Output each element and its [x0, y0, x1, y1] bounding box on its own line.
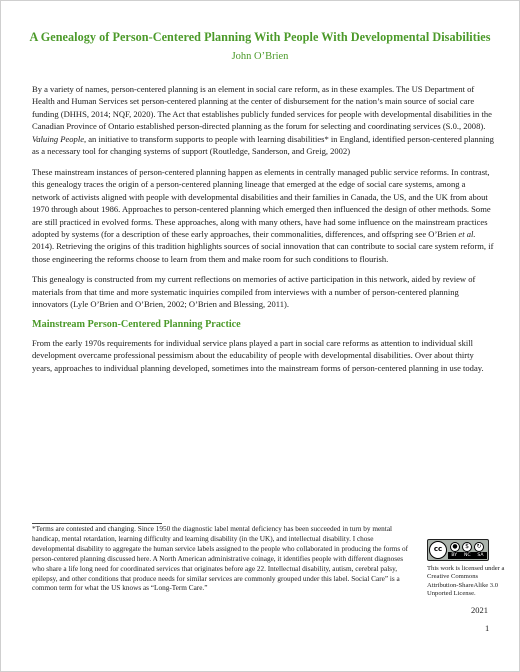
paragraph-1-italic: Valuing People	[32, 133, 84, 144]
paragraph-2	[32, 166, 494, 266]
noncommercial-icon: $	[462, 542, 472, 552]
footnote: *Terms are contested and changing. Since 1950 the diagnostic label mental deficiency has been succeeded in turn by mental handicap, mental retardation, learning difficulty and learning disability (in the UK), and intellectual disability. I chose developmental disability to aggregate the human service labels assigned to the people who collaborated in producing the forms of person-centered planning discussed here. A North American administrative coinage, it identifies people with different diagnoses who share a life long need for coordinated services that originates before age 22. Intellectual disability, autism, cerebral palsy, epilepsy, and other conditions that produce needs for similar services are commonly grouped under this label. Social Care” is a common term for what the US knows as “Long-Term Care.”	[32, 525, 409, 593]
paragraph-2-italic: et al.	[458, 228, 476, 239]
badge-label-strip	[448, 552, 487, 559]
creative-commons-badge[interactable]	[427, 539, 489, 561]
publication-year: 2021	[471, 605, 488, 615]
paragraph-1-text-a: By a variety of names, person-centered planning is an element in social care reform, as in these examples. The US Department of Health and Human Services set person-centered planning at the center of disbursement for the nation’s main source of social care funding (DHHS, 2014; NQF, 2020). The Act that establishes publicly funded services for people with developmental disabilities in the Canadian Province of Ontario established person-directed planning as the forum for selecting and coordinating services (S.0., 2008).	[32, 84, 492, 132]
paragraph-3: This genealogy is constructed from my current reflections on memories of active participation in this network, aided by review of materials from that time and more systematic inquiries compiled from interviews with a number of person-centered planning innovators (Lyle O’Brien and O’Brien, 2002; O’Brien and Blessing, 2011).	[32, 274, 476, 310]
attribution-icon: ●	[450, 542, 460, 552]
footnote-divider	[32, 523, 162, 524]
document-body	[32, 83, 494, 382]
paragraph-2-text-b: 2014). Retrieving the origins of this tradition highlights sources of social innovation that can contribute to social care system reform, if those engineering the reforms choose to learn from them and make room for such conditions to flourish.	[32, 241, 494, 264]
document-author: John O’Brien	[231, 51, 289, 62]
document-title: A Genealogy of Person-Centered Planning With People With Developmental Disabilities	[29, 30, 491, 44]
badge-sa-label: SA	[477, 553, 484, 558]
cc-logo-icon: cc	[429, 541, 447, 559]
paragraph-1-text-b: , an initiative to transform supports to people with learning disabilities* in England, identified person-centered planning as a necessary tool for changing systems of support (Routledge, Sanderson, and Greig, 2002)	[32, 133, 494, 157]
badge-by-label: BY	[451, 553, 458, 558]
license-text: This work is licensed under a Creative Commons Attribution-ShareAlike 3.0 Unported License.	[427, 565, 505, 597]
paragraph-1	[32, 83, 494, 158]
paragraph-2-text-a: These mainstream instances of person-centered planning happen as elements in centrally managed public service reforms. In contrast, this genealogy traces the origin of a person-centered planning lineage that emerged at the edge of social care systems, among a network of activists aligned with people with developmental disabilities and their families in Canada, the US, and the UK from about 1970 through about 1986. Approaches to person-centered planning which emerged then influenced the design of other methods. Some are still practiced in evolved forms. These approaches, along with many others, have had some influence on the mainstream practices adopted by systems (for a description of these early approaches, their commonalities, differences, and offspring see O’Brien	[32, 166, 491, 239]
page-number: 1	[485, 623, 490, 633]
sharealike-icon: ↻	[474, 542, 484, 552]
badge-nc-label: NC	[463, 553, 471, 558]
paragraph-4: From the early 1970s requirements for individual service plans played a part in social care reforms as attention to individual skill development overcame professional pessimism about the educability of people with developmental disabilities. Over about thirty years, approaches to individual planning developed, sometimes into the mainstream forms of person-centered planning in use today.	[32, 337, 484, 373]
section-heading: Mainstream Person-Centered Planning Practice	[32, 318, 241, 330]
